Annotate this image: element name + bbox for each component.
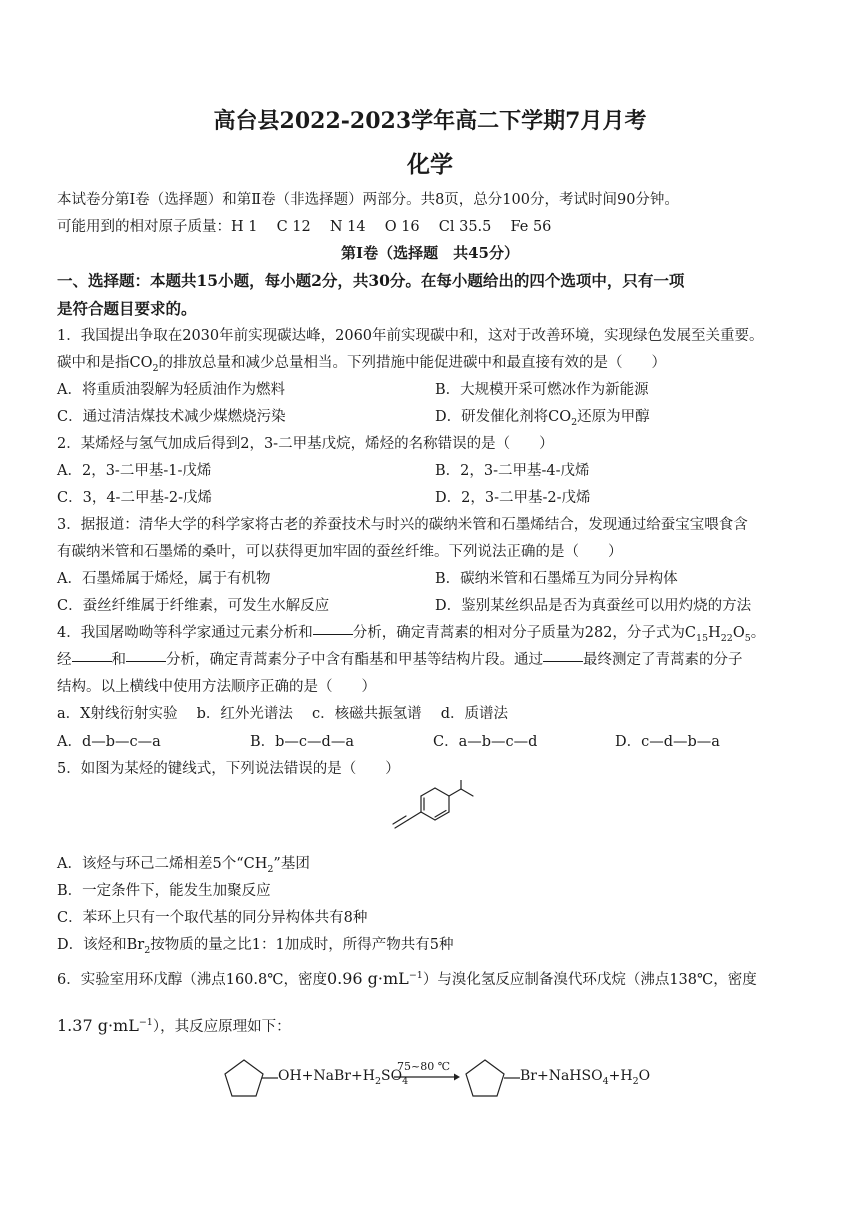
q2-option-a: A．2，3-二甲基-1-戊烯	[57, 463, 212, 479]
cyclopentanol-ring	[222, 1058, 266, 1100]
q3-stem: 3．据报道：清华大学的科学家将古老的养蚕技术与时兴的碳纳米管和石墨烯结合，发现通过给蚕宝宝喂食含	[57, 517, 748, 533]
q5-option-a: A．该烃与环己二烯相差5个“$CH_2$”基团	[57, 856, 310, 875]
bond-line	[262, 1076, 278, 1080]
answer-blank	[313, 633, 353, 635]
subject-title: 化学	[407, 151, 453, 178]
q5-stem: 5．如图为某烃的键线式，下列说法错误的是（ ）	[57, 761, 400, 777]
q3-option-c: C．蚕丝纤维属于纤维素，可发生水解反应	[57, 598, 330, 614]
page-title: 高台县2022-2023学年高二下学期7月月考	[213, 108, 647, 134]
reaction-arrow	[394, 1072, 460, 1082]
q3-option-d: D．鉴别某丝织品是否为真蚕丝可以用灼烧的方法	[435, 598, 752, 614]
q4-stem: 4．我国屠呦呦等科学家通过元素分析和 分析，确定青蒿素的相对分子质量为282，分子式为$C_{15}H_{22}O_5$。	[57, 625, 766, 644]
reaction-condition: 75~80 ℃	[397, 1060, 451, 1073]
skeletal-formula-diagram	[375, 780, 485, 842]
q3-option-b: B．碳纳米管和石墨烯互为同分异构体	[435, 571, 678, 587]
atomic-masses: 可能用到的相对原子质量：H 1 C 12 N 14 O 16 Cl 35.5 Fe 56	[57, 219, 552, 235]
reactants-text: $OH+NaBr+H_2SO_4$	[278, 1068, 409, 1087]
bromocyclopentane-ring	[463, 1058, 507, 1100]
q1-option-d: D．研发催化剂将$CO_2$还原为甲醇	[435, 409, 650, 428]
q2-option-c: C．3，4-二甲基-2-戊烯	[57, 490, 212, 506]
q5-option-d: D．该烃和$Br_2$按物质的量之比1：1加成时，所得产物共有5种	[57, 937, 454, 956]
q5-option-c: C．苯环上只有一个取代基的同分异构体共有8种	[57, 910, 368, 926]
q4-option-c: C．a—b—c—d	[433, 734, 538, 750]
q3-stem-cont: 有碳纳米管和石墨烯的桑叶，可以获得更加牢固的蚕丝纤维。下列说法正确的是（ ）	[57, 544, 623, 560]
q2-option-b: B．2，3-二甲基-4-戊烯	[435, 463, 590, 479]
products-text: $Br+NaHSO_4+H_2O$	[520, 1068, 651, 1087]
q6-stem-cont: 1.37 $g\cdot mL^{-1}$），其反应原理如下：	[57, 1016, 291, 1035]
q1-option-a: A．将重质油裂解为轻质油作为燃料	[57, 382, 285, 398]
q5-option-b: B．一定条件下，能发生加聚反应	[57, 883, 271, 899]
answer-blank	[72, 660, 112, 662]
q6-stem: 6．实验室用环戊醇（沸点160.8℃，密度0.96 $g\cdot mL^{-1}$）与溴化氢反应制备溴代环戊烷（沸点138℃，密度	[57, 969, 757, 988]
q4-option-b: B．b—c—d—a	[250, 734, 354, 750]
q4-stem-cont: 经 和 分析，确定青蒿素分子中含有酯基和甲基等结构片段。通过 最终测定了青蒿素的分子	[57, 652, 743, 668]
section-instructions: 一、选择题：本题共15小题，每小题2分，共30分。在每小题给出的四个选项中，只有一项	[57, 271, 685, 290]
q4-option-a: A．d—b—c—a	[57, 734, 161, 750]
q4-option-d: D．c—d—b—a	[615, 734, 720, 750]
exam-intro: 本试卷分第Ⅰ卷（选择题）和第Ⅱ卷（非选择题）两部分。共8页，总分100分，考试时间90分钟。	[57, 192, 679, 208]
answer-blank	[543, 660, 583, 662]
q1-option-b: B．大规模开采可燃冰作为新能源	[435, 382, 649, 398]
bond-line	[504, 1076, 520, 1080]
q1-stem: 1．我国提出争取在2030年前实现碳达峰，2060年前实现碳中和，这对于改善环境，实现绿色发展至关重要。	[57, 328, 764, 344]
q1-option-c: C．通过清洁煤技术减少煤燃烧污染	[57, 409, 286, 425]
q1-stem-cont: 碳中和是指$CO_2$的排放总量和减少总量相当。下列措施中能促进碳中和最直接有效的是（ ）	[57, 355, 667, 374]
section-instructions-cont: 是符合题目要求的。	[57, 299, 197, 318]
q2-stem: 2．某烯烃与氢气加成后得到2，3-二甲基戊烷，烯烃的名称错误的是（ ）	[57, 436, 554, 452]
section-title: 第Ⅰ卷（选择题 共45分）	[341, 244, 519, 262]
q3-option-a: A．石墨烯属于烯烃，属于有机物	[57, 571, 271, 587]
q4-stem-end: 结构。以上横线中使用方法顺序正确的是（ ）	[57, 679, 376, 695]
q2-option-d: D．2，3-二甲基-2-戊烯	[435, 490, 591, 506]
answer-blank	[126, 660, 166, 662]
q4-methods: a．X射线衍射实验 b．红外光谱法 c．核磁共振氢谱 d．质谱法	[57, 706, 508, 722]
